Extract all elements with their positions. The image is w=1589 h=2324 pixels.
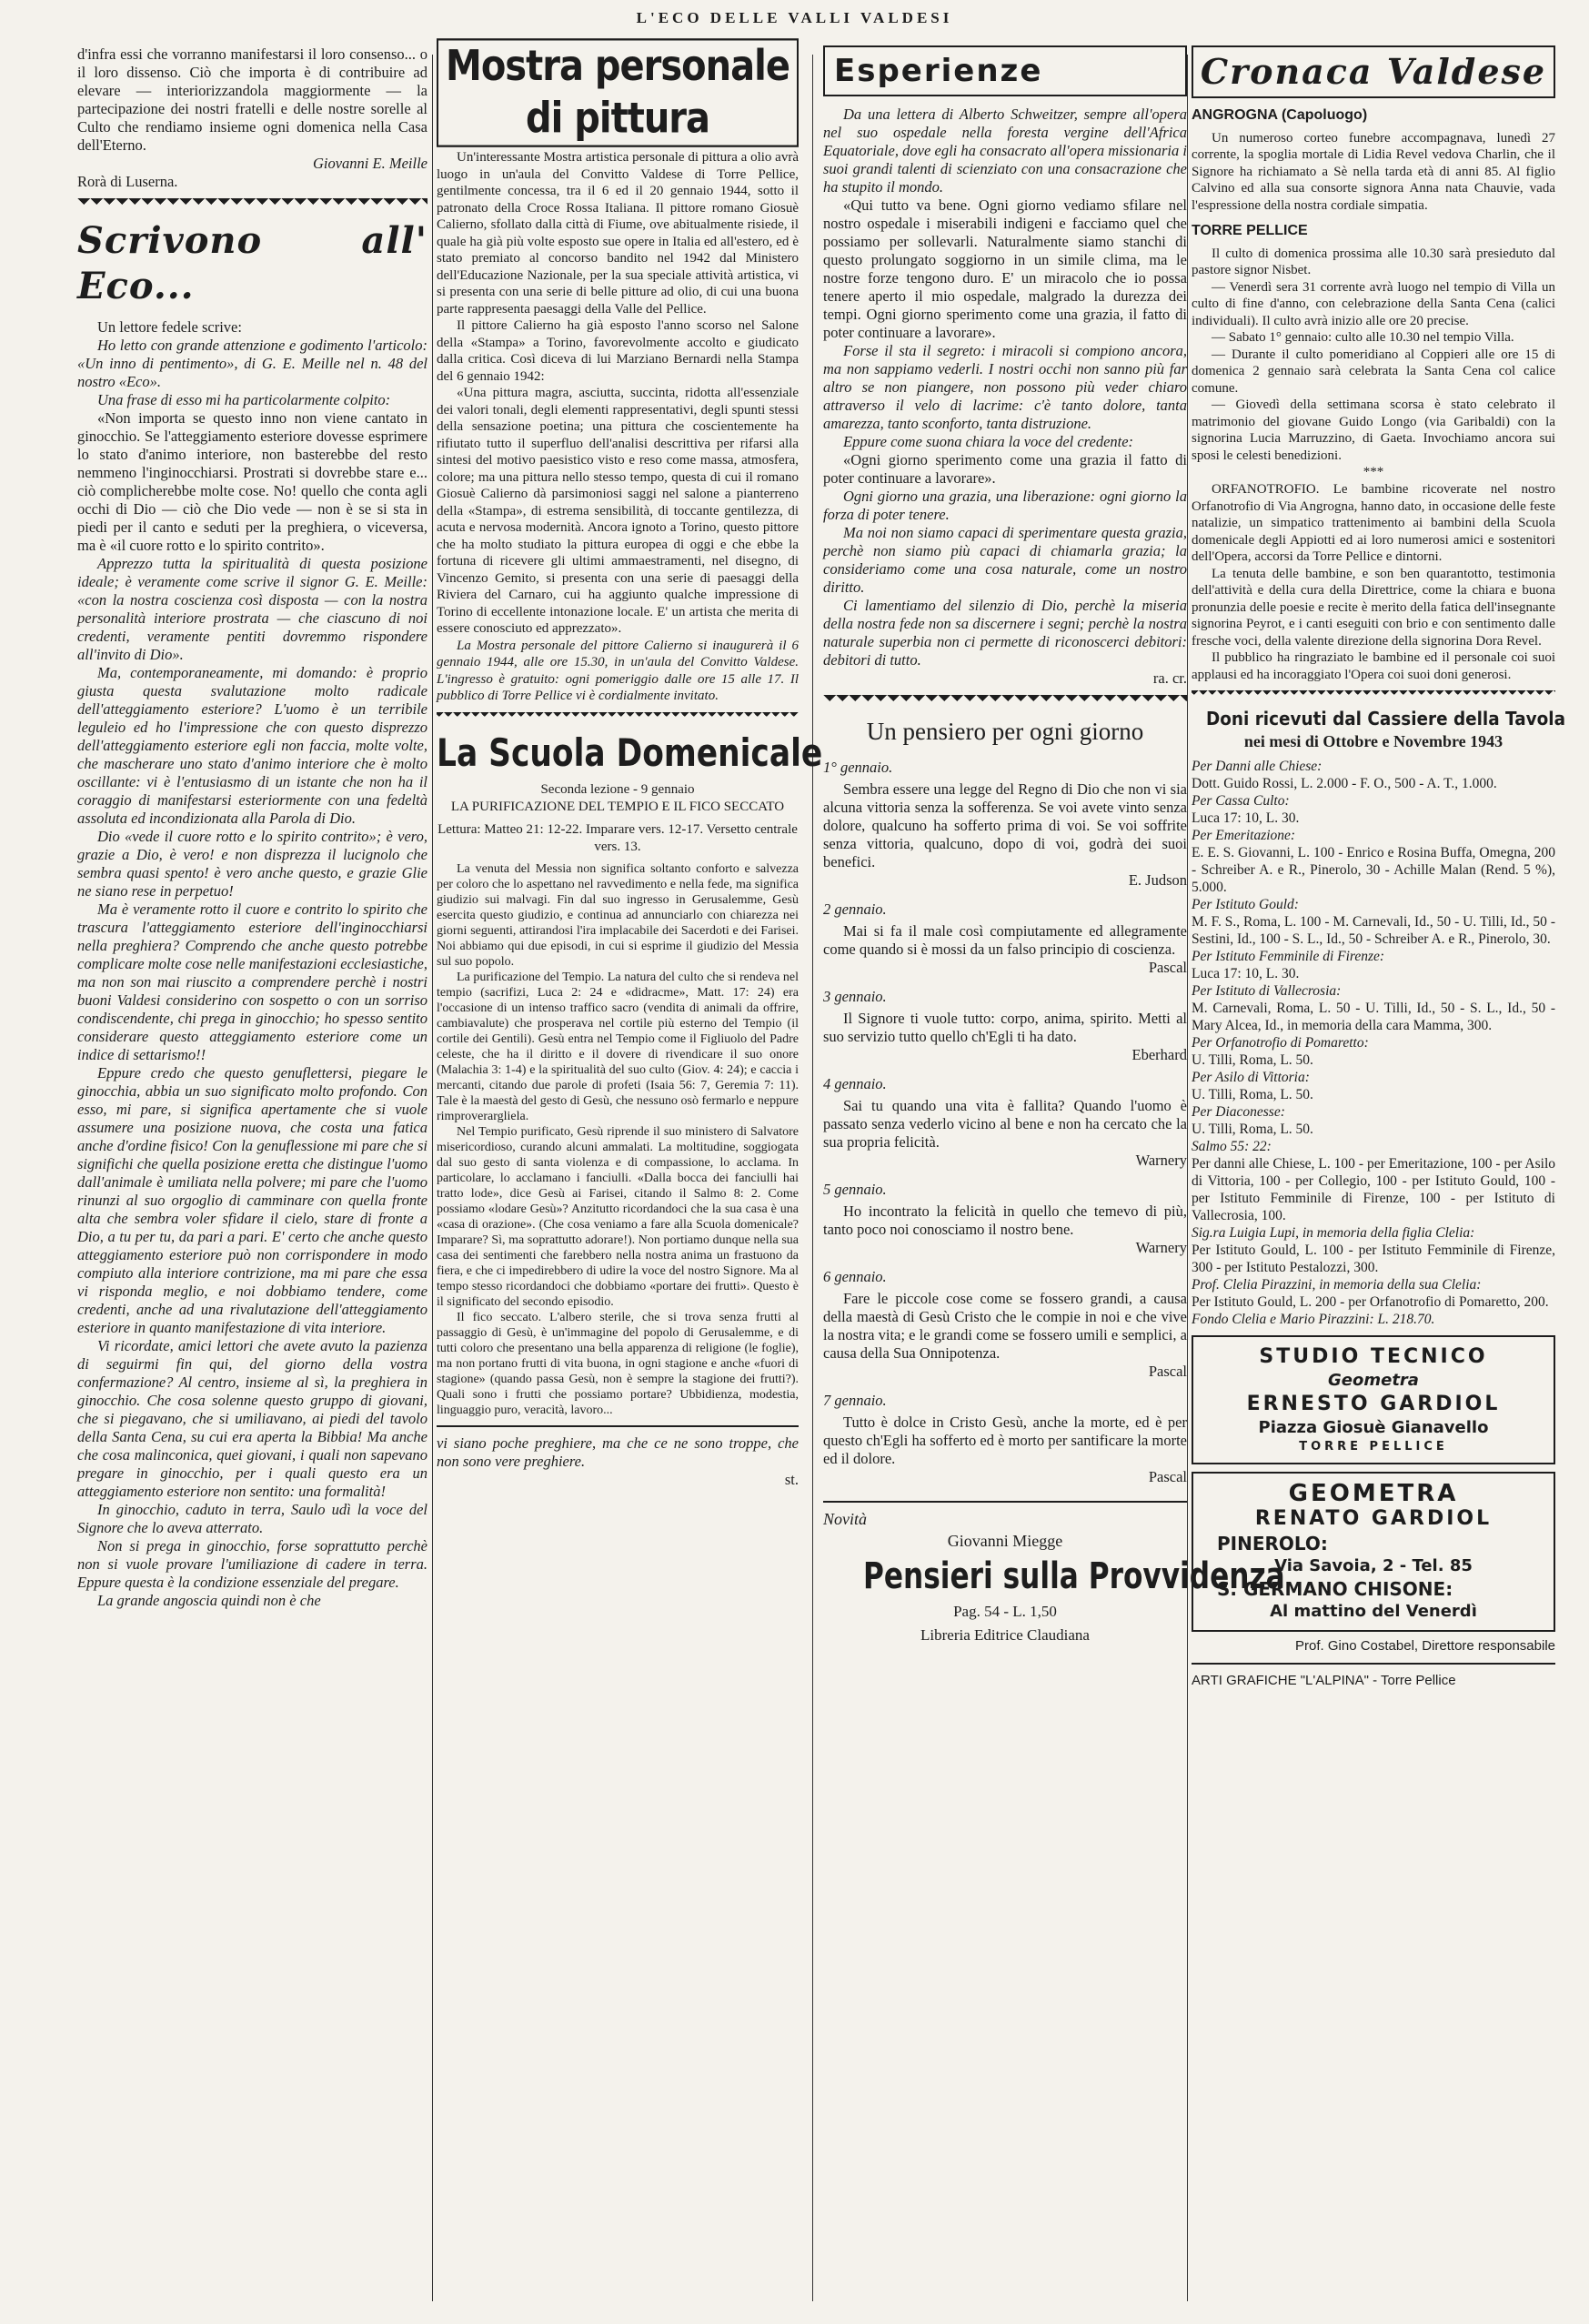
doni-head: Fondo Clelia e Mario Pirazzini: L. 218.70. (1192, 1312, 1435, 1327)
cronaca-article (1192, 107, 1555, 683)
paragraph: Vi ricordate, amici lettori che avete avuto la pazienza di seguirmi fin qui, del giorno della vostra confermazione? Al centro, insieme al sì, la preghiera in ginocchio. Che cosa solenne questo gruppo di giovani, che si piegavano, che si umiliavano, ai piedi del tavolo della Santa Cena, su cui era aperta la Bibbia! Ma anche che cosa malinconica, quei giovani, i quali non sapevano pregare in ginocchio, per i quali questo era un atteggiamento esteriore non sentito: una formalità! (77, 1337, 427, 1500)
doni-group (1192, 1069, 1555, 1103)
ad-line: GEOMETRA (1288, 1480, 1459, 1507)
novita-label: Novità (823, 1510, 867, 1528)
masthead: L'ECO DELLE VALLI VALDESI (636, 9, 953, 26)
ad-line: RENATO GARDIOL (1254, 1507, 1493, 1530)
column-4 (1192, 45, 1566, 2310)
doni-group (1192, 948, 1555, 982)
paragraph: «Una pittura magra, asciutta, succinta, ridotta all'essenziale dei valori tonali, degli elementi rappresentativi, degli spunti stessi della sensazione poetina; una pittura che coscientemente ha rifiutato tutto il superfluo dell'analisi descrittiva per rifarsi alla sintesi del motivo paesistico visto e reso come massa, atmosfera, colore; ma una pittura nello stesso tempo, questa di cui il romano Giosuè Calierno dà parsimoniosi saggi nel salone a pianterreno della «Stampa», di estrema sensibilità, di toccante gentilezza, di acuta e nervosa modernità. Ancora ignoto a Torino, questo pittore che ha molto studiato la pittura europea di oggi e che ebbe la fortuna di ricevere gli ultimi ammaestramenti, nel disegno, di Vincenzo Gemito, si presenta con una serie di paesaggi della Riviera del Carnaro, cui ha aggiunto qualche impressione di Torino di eccellente intonazione locale. E' un artista che merita di essere conosciuto ed apprezzato». (437, 386, 799, 636)
doni-row: Luca 17: 10, L. 30. (1192, 810, 1300, 826)
paragraph: Un lettore fedele scrive: (97, 318, 242, 336)
day-entry (823, 988, 1187, 1064)
ad-line: PINEROLO: (1217, 1533, 1328, 1554)
location-heading: ANGROGNA (Capoluogo) (1192, 107, 1368, 123)
paragraph: Il culto di domenica prossima alle 10.30 sarà presieduto dal pastore signor Nisbet. (1192, 246, 1555, 277)
paragraph: Da una lettera di Alberto Schweitzer, sempre all'opera nel suo ospedale nella foresta vergine dell'Africa Equatoriale, dove egli ha consacrato all'opera missionaria i suoi grandi talenti di scienziato con una consacrazione che ha stupito il mondo. (823, 106, 1187, 196)
paragraph: — Venerdì sera 31 corrente avrà luogo nel tempio di Villa un culto di fine d'anno, con celebrazione della Santa Cena (calici individuali). Il culto avrà inizio alle ore 20 precise. (1192, 279, 1555, 328)
doni-group (1192, 758, 1555, 792)
director-line: Prof. Gino Costabel, Direttore responsabile (1295, 1638, 1555, 1654)
doni-row: M. Carnevali, Roma, L. 50 - U. Tilli, Id., 50 - S. L., Id., 50 - Mary Alcea, Id., in memoria della cara Mamma, 300. (1192, 1001, 1555, 1033)
lesson-number: Seconda lezione - 9 gennaio (540, 781, 695, 797)
paragraph: Forse il sta il segreto: i miracoli si compiono ancora, ma non sappiamo vederli. I nostri occhi non sanno più far altro se non piangere, non possono più veder chiaro attraverso il velo di lacrime: c'è tanto dolore, tanta amarezza, tanto sconforto, tanta distruzione. (823, 342, 1187, 432)
paragraph: Ho letto con grande attenzione e godimento l'articolo: «Un inno di pentimento», di G. E. Meille nel n. 48 del nostro «Eco». (77, 337, 427, 390)
column-rule-3 (1187, 55, 1188, 2301)
day-date: 4 gennaio. (823, 1075, 887, 1092)
continued-text: vi siano poche preghiere, ma che ce ne sono troppe, che non sono vere preghiere. (437, 1434, 799, 1470)
scuola-article (437, 861, 799, 1418)
paragraph: «Ogni giorno sperimento come una grazia il fatto di poter continuare a lavorare». (823, 451, 1187, 487)
day-author: Warnery (1135, 1239, 1187, 1256)
book-price: Pag. 54 - L. 1,50 (953, 1603, 1057, 1620)
doni-head: Prof. Clelia Pirazzini, in memoria della sua Clelia: (1192, 1277, 1482, 1293)
paragraph: La Mostra personale del pittore Calierno si inaugurerà il 6 gennaio 1944, alle ore 15.30, in un'aula del Convitto Valdese. L'ingresso è gratuito: ogni pomeriggio dalle ore 15 alle 17. Il pubblico di Torre Pellice vi è cordialmente invitato. (437, 638, 799, 703)
section-title-mostra: Mostra personale di pittura (437, 38, 799, 147)
doni-group (1192, 1311, 1555, 1328)
location-heading: TORRE PELLICE (1192, 223, 1308, 238)
section-title-esperienze: Esperienze (823, 45, 1187, 96)
day-author: Warnery (1135, 1152, 1187, 1169)
paragraph: La purificazione del Tempio. La natura del culto che si rendeva nel tempio (sacrifizi, Luca 2: 24 e «didracme», Matt. 17: 24) era l'occasione di un intenso traffico sacro (vendita di animali da offrire, cambiavalute) che prosperava nel cortile più esterno del Tempio (il cortile dei Gentili). Gesù entra nel Tempio come il Figliuolo del Padre celeste, che ha il diritto e il dovere di rivendicare il suo onore (Malachia 3: 1-4) e la spiritualità del suo culto (Giov. 4: 24); e caccia i mercanti, citando due parole di profeti (Isaia 56: 7, Geremia 7: 11). Tale è la maestà del gesto di Gesù, che nessuno osò fermarlo e neppure rimproverargliela. (437, 970, 799, 1123)
day-entry (823, 1268, 1187, 1381)
doni-head: Per Emeritazione: (1192, 828, 1296, 843)
studio-tecnico-ad (1192, 1335, 1555, 1464)
paragraph: Eppure come suona chiara la voce del credente: (843, 433, 1134, 450)
paragraph: d'infra essi che vorranno manifestarsi il loro consenso... o il loro dissenso. Ciò che importa è di contribuire ad elevare — interiorizzandola maggiormente — la partecipazione dei nostri fratelli e delle nostre sorelle al Culto che rendiamo insieme ogni domenica nella Casa dell'Eterno. (77, 45, 427, 154)
day-author: Eberhard (1131, 1046, 1187, 1063)
paragraph: Una frase di esso mi ha particolarmente colpito: (97, 391, 391, 408)
ad-line: Geometra (1328, 1371, 1419, 1390)
zigzag-divider (437, 712, 799, 721)
paragraph: — Giovedì della settimana scorsa è stato celebrato il matrimonio del giovane Guido Longo (via Garibaldi) con la signorina Lucia Marruzzino, di Gaeta. Invochiamo ancora sui sposi le celesti benedizioni. (1192, 397, 1555, 463)
paragraph: Il fico seccato. L'albero sterile, che si trova senza frutti al passaggio di Gesù, è un'immagine del popolo di Gerusalemme, e di tutti coloro che presentano una bella apparenza di religione (le foglie), ma non portano frutti di vita buona, in ogni stagione e anche «fuori di stagione» (quando passa Gesù, non è sempre la stagione dei frutti?). Quali sono i frutti che possiamo portare? Ubbidienza, modestia, linguaggio puro, veracità, lavoro... (437, 1310, 799, 1417)
ad-line: ERNESTO GARDIOL (1246, 1393, 1501, 1415)
signature: Giovanni E. Meille (312, 155, 427, 172)
day-date: 2 gennaio. (823, 900, 887, 918)
paragraph: La venuta del Messia non significa soltanto conforto e salvezza per coloro che lo aspettano nel ravvedimento e nella fede, ma significa giudizio sui malvagi. Fin dal suo ingresso in Gerusalemme, Gesù esercita questo giudizio, e continua ad annunciarlo con chiarezza nei giorni seguenti, attirandosi l'ira implacabile dei Sacerdoti e dei Farisei. Noi abbiamo qui due episodi, in cui si esprime il giudizio del Messia sul suo popolo. (437, 861, 799, 969)
doni-group (1192, 1138, 1555, 1224)
doni-row: U. Tilli, Roma, L. 50. (1192, 1052, 1313, 1068)
printer-line: ARTI GRAFICHE "L'ALPINA" - Torre Pellice (1192, 1673, 1456, 1688)
doni-row: Per Istituto Gould, L. 200 - per Orfanotrofio di Pomaretto, 200. (1192, 1294, 1549, 1310)
day-author: Pascal (1148, 1363, 1187, 1380)
doni-row: Luca 17: 10, L. 30. (1192, 966, 1300, 981)
signature: ra. cr. (1152, 669, 1187, 687)
paragraph: «Qui tutto va bene. Ogni giorno vediamo sfilare nel nostro ospedale i miserabili indigeni e facciamo quel che possiamo per sollevarli. Naturalmente siamo stanchi di questo prolungato soggiorno in un simile clima, ma le nostre forze tengono duro. E' un miracolo che io possa tenere aperto il mio ospedale, malgrado la durezza dei tempi. Ogni giorno sperimento come una grazia, il fatto di poter continuare a lavorare». (823, 196, 1187, 341)
day-text: Sai tu quando una vita è fallita? Quando l'uomo è passato senza vederlo vicino al bene e non ha cercato che la sua propria felicità. (823, 1097, 1187, 1151)
zigzag-divider (823, 695, 1187, 708)
doni-group (1192, 1103, 1555, 1138)
zigzag-divider (77, 198, 427, 211)
doni-head: Per Diaconesse: (1192, 1104, 1285, 1120)
doni-row: Per Istituto Gould, L. 100 - per Istituto Femminile di Firenze, 300 - per Istituto Pestalozzi, 300. (1192, 1242, 1555, 1275)
continued-article (77, 45, 427, 191)
divider (437, 1425, 799, 1427)
doni-row: U. Tilli, Roma, L. 50. (1192, 1122, 1313, 1137)
day-text: Sembra essere una legge del Regno di Dio che non vi sia alcuna vittoria senza la sofferenza. Se voi avete vinto senza dolore, qualcuno ha sofferto prima di voi. Se voi soffrite senza vittoria, qualcuno, dopo di voi, godrà dei suoi benefici. (823, 780, 1187, 870)
ad-line: S. GERMANO CHISONE: (1217, 1578, 1453, 1600)
section-title-pensiero: Un pensiero per ogni giorno (866, 718, 1144, 745)
doni-group (1192, 1224, 1555, 1276)
book-title: Pensieri sulla Provvidenza (863, 1555, 1285, 1597)
column-2 (437, 42, 823, 2310)
doni-head: Per Istituto Gould: (1192, 897, 1299, 912)
lesson-reading: Lettura: Matteo 21: 12-22. Imparare vers. 12-17. Versetto centrale vers. 13. (437, 821, 798, 854)
day-date: 1° gennaio. (823, 759, 893, 776)
column-rule-2 (812, 55, 813, 2301)
paragraph: Ma è veramente rotto il cuore e contrito lo spirito che trascura l'atteggiamento esteriore dell'inginocchiarsi nella preghiera? Comprendo che anche questo potrebbe complicare molte cose nelle manifestazioni ecclesiastiche, ma non son mai riuscito a comprendere perchè i nostri buoni Valdesi considerino con sospetto o con un sorriso condiscendente, chi prega in ginocchio; ho spesso sentito considerare questo atteggiamento esteriore come un indice di settarismo!! (77, 900, 427, 1063)
paragraph: ORFANOTROFIO. Le bambine ricoverate nel nostro Orfanotrofio di Via Angrogna, hanno dato, in occasione delle feste natalizie, un simpatico trattenimento ai bambini della Scuola domenicale degli Appiotti ed ai loro numerosi amici e sostenitori dell'Opera, accorsi da Torre Pellice e dintorni. (1192, 482, 1555, 564)
place-line: Rorà di Luserna. (77, 173, 178, 190)
paragraph: — Durante il culto pomeridiano al Coppieri alle ore 15 di domenica 2 gennaio sarà celebrata la Santa Cena col calice comune. (1192, 347, 1555, 396)
paragraph: Eppure credo che questo genuflettersi, piegare le ginocchia, abbia un suo significato molto profondo. Con esso, mi pare, si significa apertamente che si vuole assumere una posizione nuova, che costa una fatica anche d'ordine fisico! Con la genuflessione mi pare che si significhi che quella posizione eretta che distingue l'uomo dall'animale è umiliata nella polvere; mi pare che l'uomo rinunzi al suo orgoglio di camminare con quella fronte alta che sembra voler sfidare il cielo, stare di fronte a Dio, a tu per tu, da pari a pari. E' certo che anche questo atteggiamento esteriore può non corrispondere in modo compiuto alla interiore contrizione, ma mi pare che essa vi risponda meglio, e noi dobbiamo tendere, come credenti, anche ad una rivalutazione dell'atteggiamento esteriore in quanto manifestazione di vita interiore. (77, 1064, 427, 1336)
doni-group (1192, 982, 1555, 1034)
day-date: 7 gennaio. (823, 1392, 887, 1409)
day-text: Tutto è dolce in Cristo Gesù, anche la morte, ed è per questo ch'Egli ha sofferto ed è morto per santificare la morte ed il dolore. (823, 1414, 1187, 1467)
doni-head: Salmo 55: 22: (1192, 1139, 1272, 1154)
day-date: 5 gennaio. (823, 1181, 887, 1198)
doni-list (1192, 758, 1555, 1328)
doni-head: Per Istituto Femminile di Firenze: (1192, 949, 1385, 964)
doni-head: Per Orfanotrofio di Pomaretto: (1192, 1035, 1369, 1051)
doni-row: E. E. S. Giovanni, L. 100 - Enrico e Rosina Buffa, Omegna, 200 - Schreiber A. e R., Pinerolo, 30 - Achille Malan (Rend. 5 %), 5.000. (1192, 845, 1555, 895)
paragraph: La grande angoscia quindi non è che (97, 1592, 321, 1609)
ad-line: STUDIO TECNICO (1259, 1345, 1488, 1368)
stars-divider: *** (1363, 465, 1384, 479)
doni-group (1192, 1276, 1555, 1311)
day-author: Pascal (1148, 959, 1187, 976)
ad-line: Piazza Giosuè Gianavello (1258, 1418, 1489, 1437)
doni-row: Per danni alle Chiese, L. 100 - per Emeritazione, 100 - per Asilo di Vittoria, 100 - per Collegio, 100 - per Istituto Gould, 100 - per Istituto Femminile di Firenze, 100 - per Istituto di Vallecrosia, 100. (1192, 1156, 1555, 1223)
doni-group (1192, 827, 1555, 896)
book-publisher: Libreria Editrice Claudiana (920, 1626, 1090, 1644)
day-entry (823, 900, 1187, 977)
day-text: Ho incontrato la felicità in quello che temevo di più, tanto poco noi conosciamo il nostro bene. (823, 1202, 1187, 1238)
scrivono-article (77, 318, 427, 1610)
book-author: Giovanni Miegge (947, 1532, 1063, 1550)
paragraph: Un numeroso corteo funebre accompagnava, lunedì 27 corrente, la spoglia mortale di Lidia Revel vedova Charlin, che il Signore ha richiamato a Sè nella tarda età di anni 85. Al figlio Calvino ed alla sua consorte signora Anna nata Chauvie, vada l'espressione della nostra cordiale simpatia. (1192, 130, 1555, 213)
column-1 (77, 45, 427, 2265)
doni-head: Sig.ra Luigia Lupi, in memoria della figlia Clelia: (1192, 1225, 1475, 1241)
ad-line: Via Savoia, 2 - Tel. 85 (1274, 1556, 1473, 1575)
paragraph: Il pittore Calierno ha già esposto l'anno scorso nel Salone della «Stampa» a Torino, favorevolmente accolto e giudicato dalla critica. Così diceva di lui Marziano Bernardi nella Stampa del 6 gennaio 1942: (437, 318, 799, 384)
paragraph: Ogni giorno una grazia, una liberazione: ogni giorno la forza di poter tenere. (823, 488, 1187, 523)
doni-head: Per Danni alle Chiese: (1192, 759, 1322, 774)
day-entry (823, 1181, 1187, 1257)
paragraph: Il pubblico ha ringraziato le bambine ed il personale coi suoi applausi ed ha incoraggiato l'Opera coi suoi doni generosi. (1192, 650, 1555, 682)
doni-head: Per Cassa Culto: (1192, 793, 1290, 809)
doni-title: Doni ricevuti dal Cassiere della Tavola (1206, 708, 1566, 729)
signature: st. (784, 1470, 799, 1488)
doni-row: U. Tilli, Roma, L. 50. (1192, 1087, 1313, 1102)
doni-row: M. F. S., Roma, L. 100 - M. Carnevali, Id., 50 - U. Tilli, Id., 50 - Sestini, Id., 100 - S. L., Id., 50 - Schreiber A. e R., Pinerolo, 30. (1192, 914, 1555, 947)
day-date: 3 gennaio. (823, 988, 887, 1005)
paragraph: Un'interessante Mostra artistica personale di pittura a olio avrà luogo in un'aula del Convitto Valdese di Torre Pellice, gentilmente concessa, tra il 6 ed il 20 gennaio 1944, sotto il patronato della Croce Rossa Italiana. Il pittore romano Giosuè Calierno, sfollato dalla città di Fiume, ove abitualmente risiede, il quale ha già più volte esposto sue opere in Italia ed all'estero, ed è stato premiato al concorso bandito nel 1942 dal Ministero dell'Educazione Nazionale, per la sua speciale attività artistica, vi si presenta con una serie di belle pitture ad olio, di cui una buona parte rappresenta paesaggi della Valle del Pellice. (437, 150, 799, 317)
section-title-scuola: La Scuola Domenicale (437, 729, 823, 775)
paragraph: Ci lamentiamo del silenzio di Dio, perchè la miseria della nostra fede non sa discernere i segni; perchè la nostra naturale superbia non ci permette di riconoscerci debitori: debitori di tutto. (823, 597, 1187, 669)
day-text: Il Signore ti vuole tutto: corpo, anima, spirito. Metti al suo servizio tutto quello ch'Egli ti ha dato. (823, 1010, 1187, 1045)
pensiero-list (823, 759, 1187, 1486)
paragraph: Ma noi non siamo capaci di sperimentare questa grazia, perchè non siamo più capaci di chiamarla grazia; la consideriamo come una cosa naturale, come un nostro diritto. (823, 524, 1187, 596)
doni-head: Per Istituto di Vallecrosia: (1192, 983, 1342, 999)
paragraph: Dio «vede il cuore rotto e lo spirito contrito»; è vero, grazie a Dio, è vero! e non disprezza il lucignolo che sembra quasi spento! è vero anche questo, e grazie Glie ne siano rese in perpetuo! (77, 828, 427, 900)
divider (1192, 1663, 1555, 1665)
paragraph: Nel Tempio purificato, Gesù riprende il suo ministero di Salvatore misericordioso, curando alcuni ammalati. La moltitudine, soggiogata dal suo gesto di santa violenza e di compassione, lo acclama. In particolare, lo acclamano i fanciulli. «Dalla bocca dei fanciulli hai tratto lode», dice Gesù ai Farisei, citando il Salmo 8: 2. Come possiamo «lodare Gesù»? Anzitutto ricordandoci che la sua casa è una «casa di orazione». (Che cosa veniamo a fare alla Scuola domenicale? Imparare? Sì, ma soprattutto adorare!). Non portiamo dunque nella sua casa dei sentimenti che farebbero nella nostra anima un frastuono da fiera, e che ci impedirebbero di udire la voce del nostro Signore. Ma al tempo stesso ricordandoci che dobbiamo «portare dei frutti». Questo è il significato del secondo episodio. (437, 1124, 799, 1309)
doni-group (1192, 896, 1555, 948)
day-author: E. Judson (1128, 871, 1187, 889)
day-date: 6 gennaio. (823, 1268, 887, 1285)
day-text: Fare le piccole cose come se fossero grandi, a causa della maestà di Gesù Cristo che le compie in noi e che vive la nostra vita; e le grandi come se fossero umili e semplici, a causa della Sua Onnipotenza. (823, 1290, 1187, 1362)
paragraph: La tenuta delle bambine, e son ben quarantotto, testimonia dell'attività e della cura della Direttrice, come la chiara e buona pronunzia delle poesie e recite è merito della fatica dell'insegnante signorina Peyrot, e i canti eseguiti con brio e con sentimento dalle fresche voci, della valente direzione della signorina Dora Revel. (1192, 566, 1555, 649)
doni-group (1192, 1034, 1555, 1069)
day-entry (823, 1075, 1187, 1170)
paragraph: «Non importa se questo inno non viene cantato in ginocchio. Se l'atteggiamento esteriore dovesse esprimere lo stato d'animo interiore, non basterebbe del resto nemmeno l'inginocchiarsi. Prostrati si dovrebbe stare e... ciò complicherebbe molte cose. No! quello che conta agli occhi di Dio — ciò che Dio vede — non è se si sta in piedi per il canto e seduti per la preghiera, o viceversa, ma è «il cuore rotto e lo spirito contrito». (77, 409, 427, 554)
doni-row: Dott. Guido Rossi, L. 2.000 - F. O., 500 - A. T., 1.000. (1192, 776, 1497, 791)
day-entry (823, 1392, 1187, 1486)
day-entry (823, 759, 1187, 890)
ad-line: Al mattino del Venerdì (1270, 1602, 1477, 1621)
section-title-scrivono: Scrivono all' Eco... (77, 219, 427, 307)
day-author: Pascal (1148, 1468, 1187, 1485)
paragraph: Non si prega in ginocchio, forse soprattutto perchè non si vuole provare l'umiliazione di cadere in terra. Eppure questa è la condizione essenziale del pregare. (77, 1537, 427, 1591)
lesson-title: LA PURIFICAZIONE DEL TEMPIO E IL FICO SECCATO (450, 799, 785, 814)
zigzag-divider (1192, 690, 1555, 699)
paragraph: Apprezzo tutta la spiritualità di questa posizione ideale; è veramente come scrive il signor G. E. Meille: «con la nostra coscienza così disposta — con la nostra personalità interiore prostrata — che ciascuno di noi credenti, veramente pentiti dovremmo rispondere all'invito di Dio». (77, 555, 427, 663)
column-rule-1 (432, 55, 433, 2301)
ad-line: TORRE PELLICE (1299, 1440, 1448, 1454)
doni-head: Per Asilo di Vittoria: (1192, 1070, 1310, 1085)
esperienze-article (823, 106, 1187, 688)
doni-subtitle: nei mesi di Ottobre e Novembre 1943 (1243, 732, 1504, 750)
paragraph: Ma, contemporaneamente, mi domando: è proprio giusta questa svalutazione molto radicale dell'atteggiamento esteriore? L'uomo è un terribile leguleio ed ho l'impressione che con questo disprezzo dell'atteggiamento esteriore egli non faccia, molte volte, che mascherare uno stato d'animo interiore che è molto oscillante: vi è l'entusiasmo di un istante che non ha il coraggio di manifestarsi esteriormente con una fedeltà assoluta ed incondizionata alla Parola di Dio. (77, 664, 427, 827)
section-title-cronaca: Cronaca Valdese (1192, 45, 1555, 98)
doni-group (1192, 792, 1555, 827)
day-text: Mai si fa il male così compiutamente ed allegramente come quando si è mossi da un falso principio di coscienza. (823, 922, 1187, 958)
mostra-article (437, 149, 799, 705)
geometra-ad (1192, 1472, 1555, 1632)
paragraph: — Sabato 1° gennaio: culto alle 10.30 nel tempio Villa. (1212, 330, 1514, 345)
paragraph: In ginocchio, caduto in terra, Saulo udì la voce del Signore che lo aveva atterrato. (77, 1501, 427, 1536)
